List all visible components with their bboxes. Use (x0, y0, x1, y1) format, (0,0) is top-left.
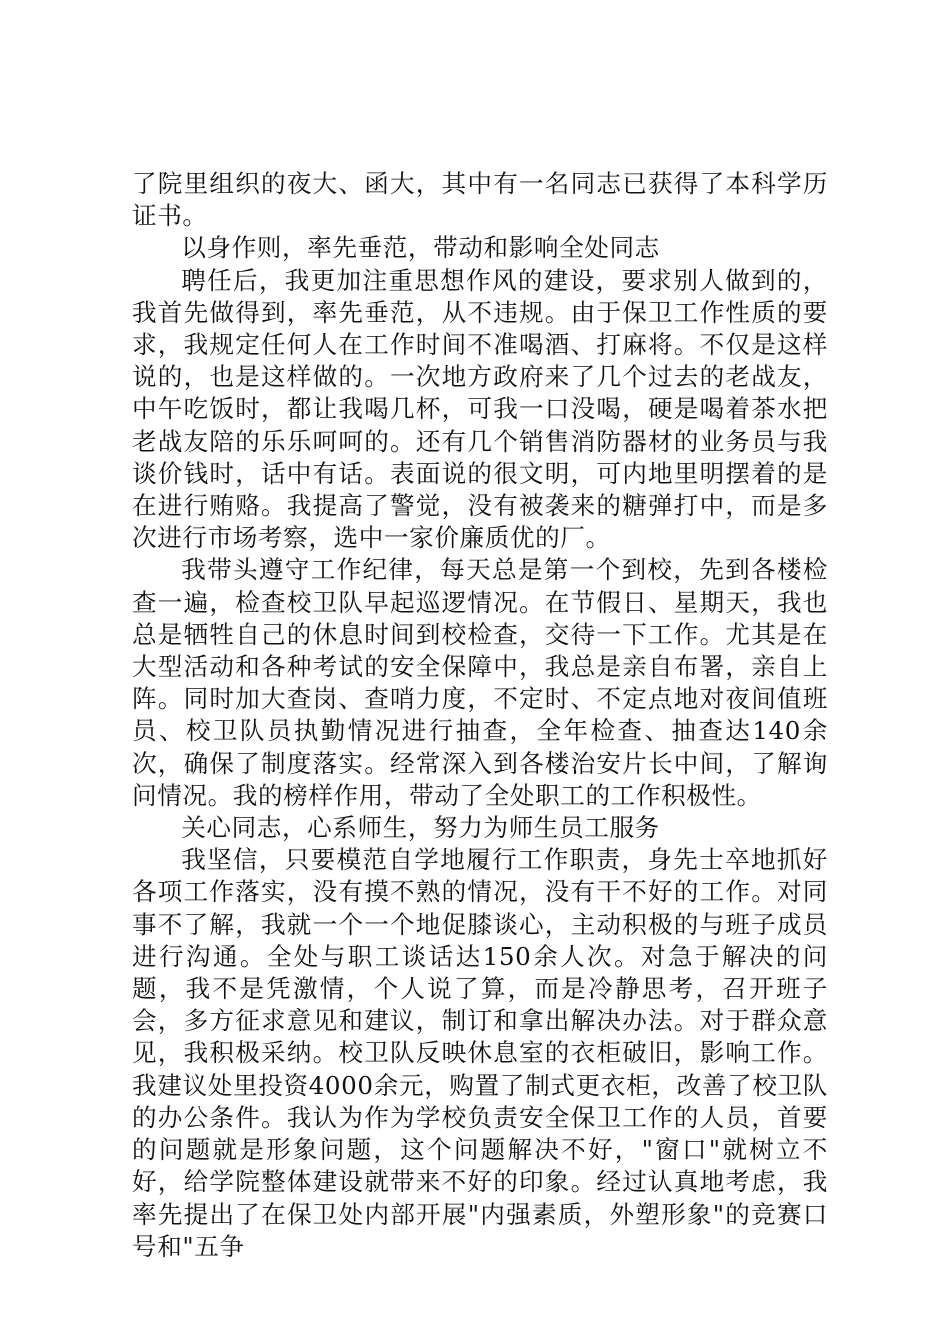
paragraph: 我带头遵守工作纪律，每天总是第一个到校，先到各楼检查一遍，检查校卫队早起巡逻情况。在节假日、星期天，我也总是牺牲自己的休息时间到校检查，交待一下工作。尤其是在大型活动和各种考试的安全保障中，我总是亲自布署，亲自上阵。同时加大查岗、查哨力度，不定时、不定点地对夜间值班员、校卫队员执勤情况进行抽查，全年检查、抽查达140余次，确保了制度落实。经常深入到各楼治安片长中间，了解询问情况。我的榜样作用，带动了全处职工的工作积极性。 (132, 555, 828, 810)
paragraph: 聘任后，我更加注重思想作风的建设，要求别人做到的，我首先做得到，率先垂范，从不违规。由于保卫工作性质的要求，我规定任何人在工作时间不准喝酒、打麻将。不仅是这样说的，也是这样做的。一次地方政府来了几个过去的老战友，中午吃饭时，都让我喝几杯，可我一口没喝，硬是喝着茶水把老战友陪的乐乐呵呵的。还有几个销售消防器材的业务员与我谈价钱时，话中有话。表面说的很文明，可内地里明摆着的是在进行贿赂。我提高了警觉，没有被袭来的糖弹打中，而是多次进行市场考察，选中一家价廉质优的厂。 (132, 265, 828, 553)
paragraph-continuation: 了院里组织的夜大、函大，其中有一名同志已获得了本科学历证书。 (132, 169, 828, 231)
section-heading: 关心同志，心系师生，努力为师生员工服务 (181, 813, 660, 843)
paragraph: 我坚信，只要模范自学地履行工作职责，身先士卒地抓好各项工作落实，没有摸不熟的情况，没有干不好的工作。对同事不了解，我就一个一个地促膝谈心，主动积极的与班子成员进行沟通。全处与职工谈话达150余人次。对急于解决的问题，我不是凭激情，个人说了算，而是冷静思考，召开班子会，多方征求意见和建议，制订和拿出解决办法。对于群众意见，我积极采纳。校卫队反映休息室的衣柜破旧，影响工作。我建议处里投资4000余元，购置了制式更衣柜，改善了校卫队的办公条件。我认为作为学校负责安全保卫工作的人员，首要的问题就是形象问题，这个问题解决不好，"窗口"就树立不好，给学院整体建设就带来不好的印象。经过认真地考虑，我率先提出了在保卫处内部开展"内强素质，外塑形象"的竞赛口号和"五争 (132, 845, 828, 1261)
document-body (132, 168, 828, 1263)
section-heading: 以身作则，率先垂范，带动和影响全处同志 (181, 233, 660, 263)
